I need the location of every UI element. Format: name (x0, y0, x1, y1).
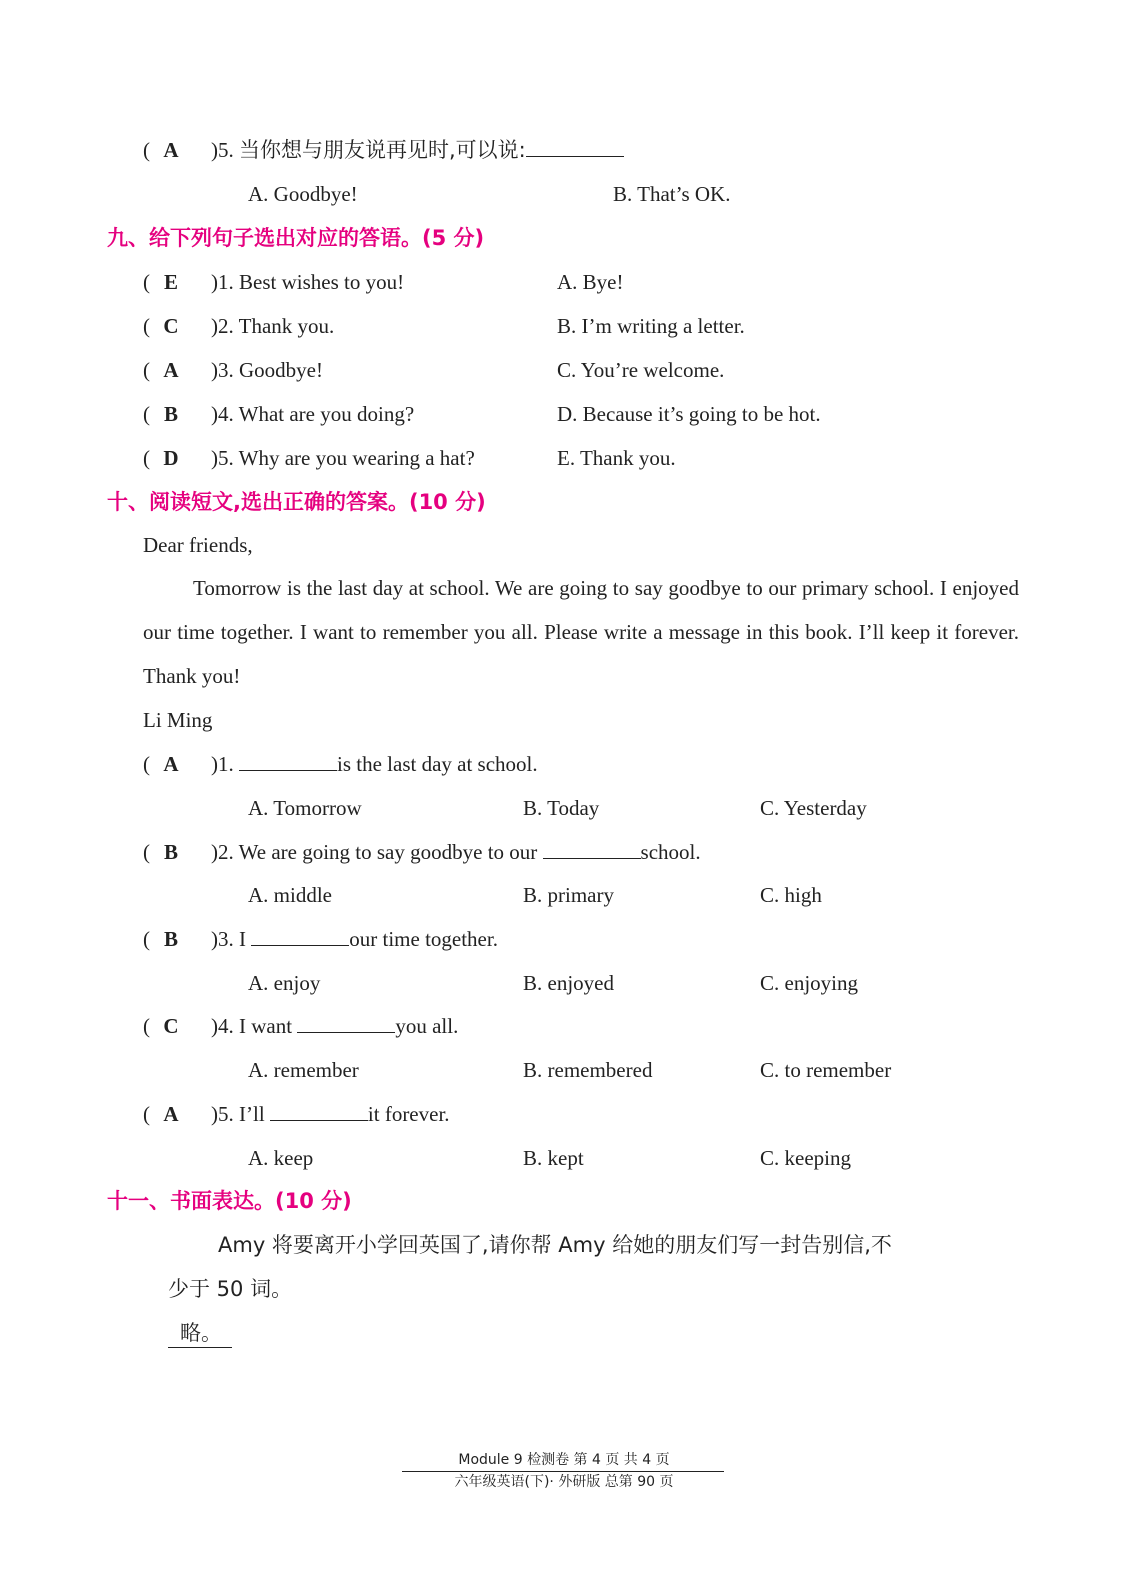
question-text: school. (640, 840, 701, 864)
question-text: Why are you wearing a hat? (238, 446, 475, 470)
section-heading-10: 十、阅读短文,选出正确的答案。(10 分) (107, 490, 486, 514)
answer-letter: C (163, 314, 179, 338)
question-text: our time together. (349, 927, 498, 951)
answer-letter: A (163, 138, 179, 162)
answer-letter: B (163, 840, 178, 864)
question-row: ( A )1. is the last day at school. (143, 752, 538, 776)
question-row: ( B )2. We are going to say goodbye to our school. (143, 840, 701, 864)
answer-letter: A (163, 358, 179, 382)
option-a: A. enjoy (248, 971, 321, 995)
question-number: )5. (211, 138, 234, 162)
match-option: E. Thank you. (557, 446, 676, 470)
option-c: C. Yesterday (760, 796, 867, 820)
option-a: A. remember (248, 1058, 359, 1082)
section-heading-11: 十一、书面表达。(10 分) (107, 1189, 352, 1213)
question-text: I want (239, 1014, 293, 1038)
section-heading-9: 九、给下列句子选出对应的答语。(5 分) (107, 226, 485, 250)
question-number: )2. (211, 314, 234, 338)
question-number: )2. (211, 840, 234, 864)
question-number: )4. (211, 1014, 234, 1038)
writing-answer (168, 1319, 232, 1348)
question-text: Best wishes to you! (239, 270, 405, 294)
question-text: I’ll (239, 1102, 265, 1126)
question-number: )1. (211, 752, 234, 776)
answer-paren: ( A (143, 136, 211, 164)
question-text: 当你想与朋友说再见时,可以说: (239, 138, 526, 162)
question-number: )4. (211, 402, 234, 426)
option-c: C. high (760, 883, 822, 907)
writing-prompt: Amy 将要离开小学回英国了,请你帮 Amy 给她的朋友们写一封告别信,不 (218, 1233, 892, 1257)
question-row (143, 136, 624, 164)
question-row: ( E )1. Best wishes to you! (143, 270, 405, 294)
question-number: )3. (211, 927, 234, 951)
footer-line-2: 六年级英语(下)· 外研版 总第 90 页 (454, 1474, 674, 1490)
option-c: C. keeping (760, 1146, 851, 1170)
option-a: A. keep (248, 1146, 314, 1170)
option-c: C. to remember (760, 1058, 892, 1082)
answer-letter: A (163, 752, 179, 776)
match-option: A. Bye! (557, 270, 624, 294)
option-c: C. enjoying (760, 971, 858, 995)
answer-letter: A (163, 1102, 179, 1126)
footer-line-1: Module 9 检测卷 第 4 页 共 4 页 (458, 1452, 670, 1468)
question-text: I (239, 927, 246, 951)
letter-signature: Li Ming (143, 708, 213, 732)
reading-passage: Tomorrow is the last day at school. We are going to say goodbye to our primary school. I enjoyed our time together. I want to remember you all. Please write a message in this book. I’ll keep it forever. Thank you! (143, 576, 1019, 688)
answer-blank (270, 1100, 368, 1121)
match-option: C. You’re welcome. (557, 358, 725, 382)
answer-blank (297, 1012, 395, 1033)
match-option: D. Because it’s going to be hot. (557, 402, 821, 426)
question-row: ( A )3. Goodbye! (143, 358, 323, 382)
option-b: B. That’s OK. (613, 182, 731, 206)
question-row: ( B )4. What are you doing? (143, 402, 415, 426)
option-b: B. remembered (523, 1058, 653, 1082)
answer-blank (526, 136, 624, 157)
match-option: B. I’m writing a letter. (557, 314, 745, 338)
answer-letter: D (163, 446, 179, 470)
option-a: A. middle (248, 883, 332, 907)
question-text: What are you doing? (238, 402, 415, 426)
letter-greeting: Dear friends, (143, 533, 253, 557)
answer-letter: B (163, 927, 178, 951)
answer-letter: C (163, 1014, 179, 1038)
question-text: Thank you. (238, 314, 335, 338)
question-text: We are going to say goodbye to our (238, 840, 538, 864)
question-number: )5. (211, 1102, 234, 1126)
option-b: B. enjoyed (523, 971, 614, 995)
question-row: ( B )3. I our time together. (143, 927, 498, 951)
option-b: B. primary (523, 883, 614, 907)
question-row: ( C )4. I want you all. (143, 1014, 459, 1038)
option-a: A. Goodbye! (248, 182, 358, 206)
option-a: A. Tomorrow (248, 796, 362, 820)
question-text: is the last day at school. (337, 752, 538, 776)
question-text: it forever. (367, 1102, 450, 1126)
writing-prompt: 少于 50 词。 (168, 1277, 293, 1301)
option-b: B. Today (523, 796, 600, 820)
option-b: B. kept (523, 1146, 584, 1170)
answer-blank (543, 838, 641, 859)
question-text: Goodbye! (239, 358, 323, 382)
question-number: )1. (211, 270, 234, 294)
question-row: ( C )2. Thank you. (143, 314, 335, 338)
question-text: you all. (395, 1014, 459, 1038)
answer-letter: E (163, 270, 178, 294)
answer-blank (251, 925, 349, 946)
question-row: ( D )5. Why are you wearing a hat? (143, 446, 475, 470)
answer-letter: B (163, 402, 178, 426)
answer-text: 略。 (168, 1319, 232, 1348)
question-number: )3. (211, 358, 234, 382)
question-row: ( A )5. I’ll it forever. (143, 1102, 450, 1126)
answer-blank (239, 750, 337, 771)
question-number: )5. (211, 446, 234, 470)
